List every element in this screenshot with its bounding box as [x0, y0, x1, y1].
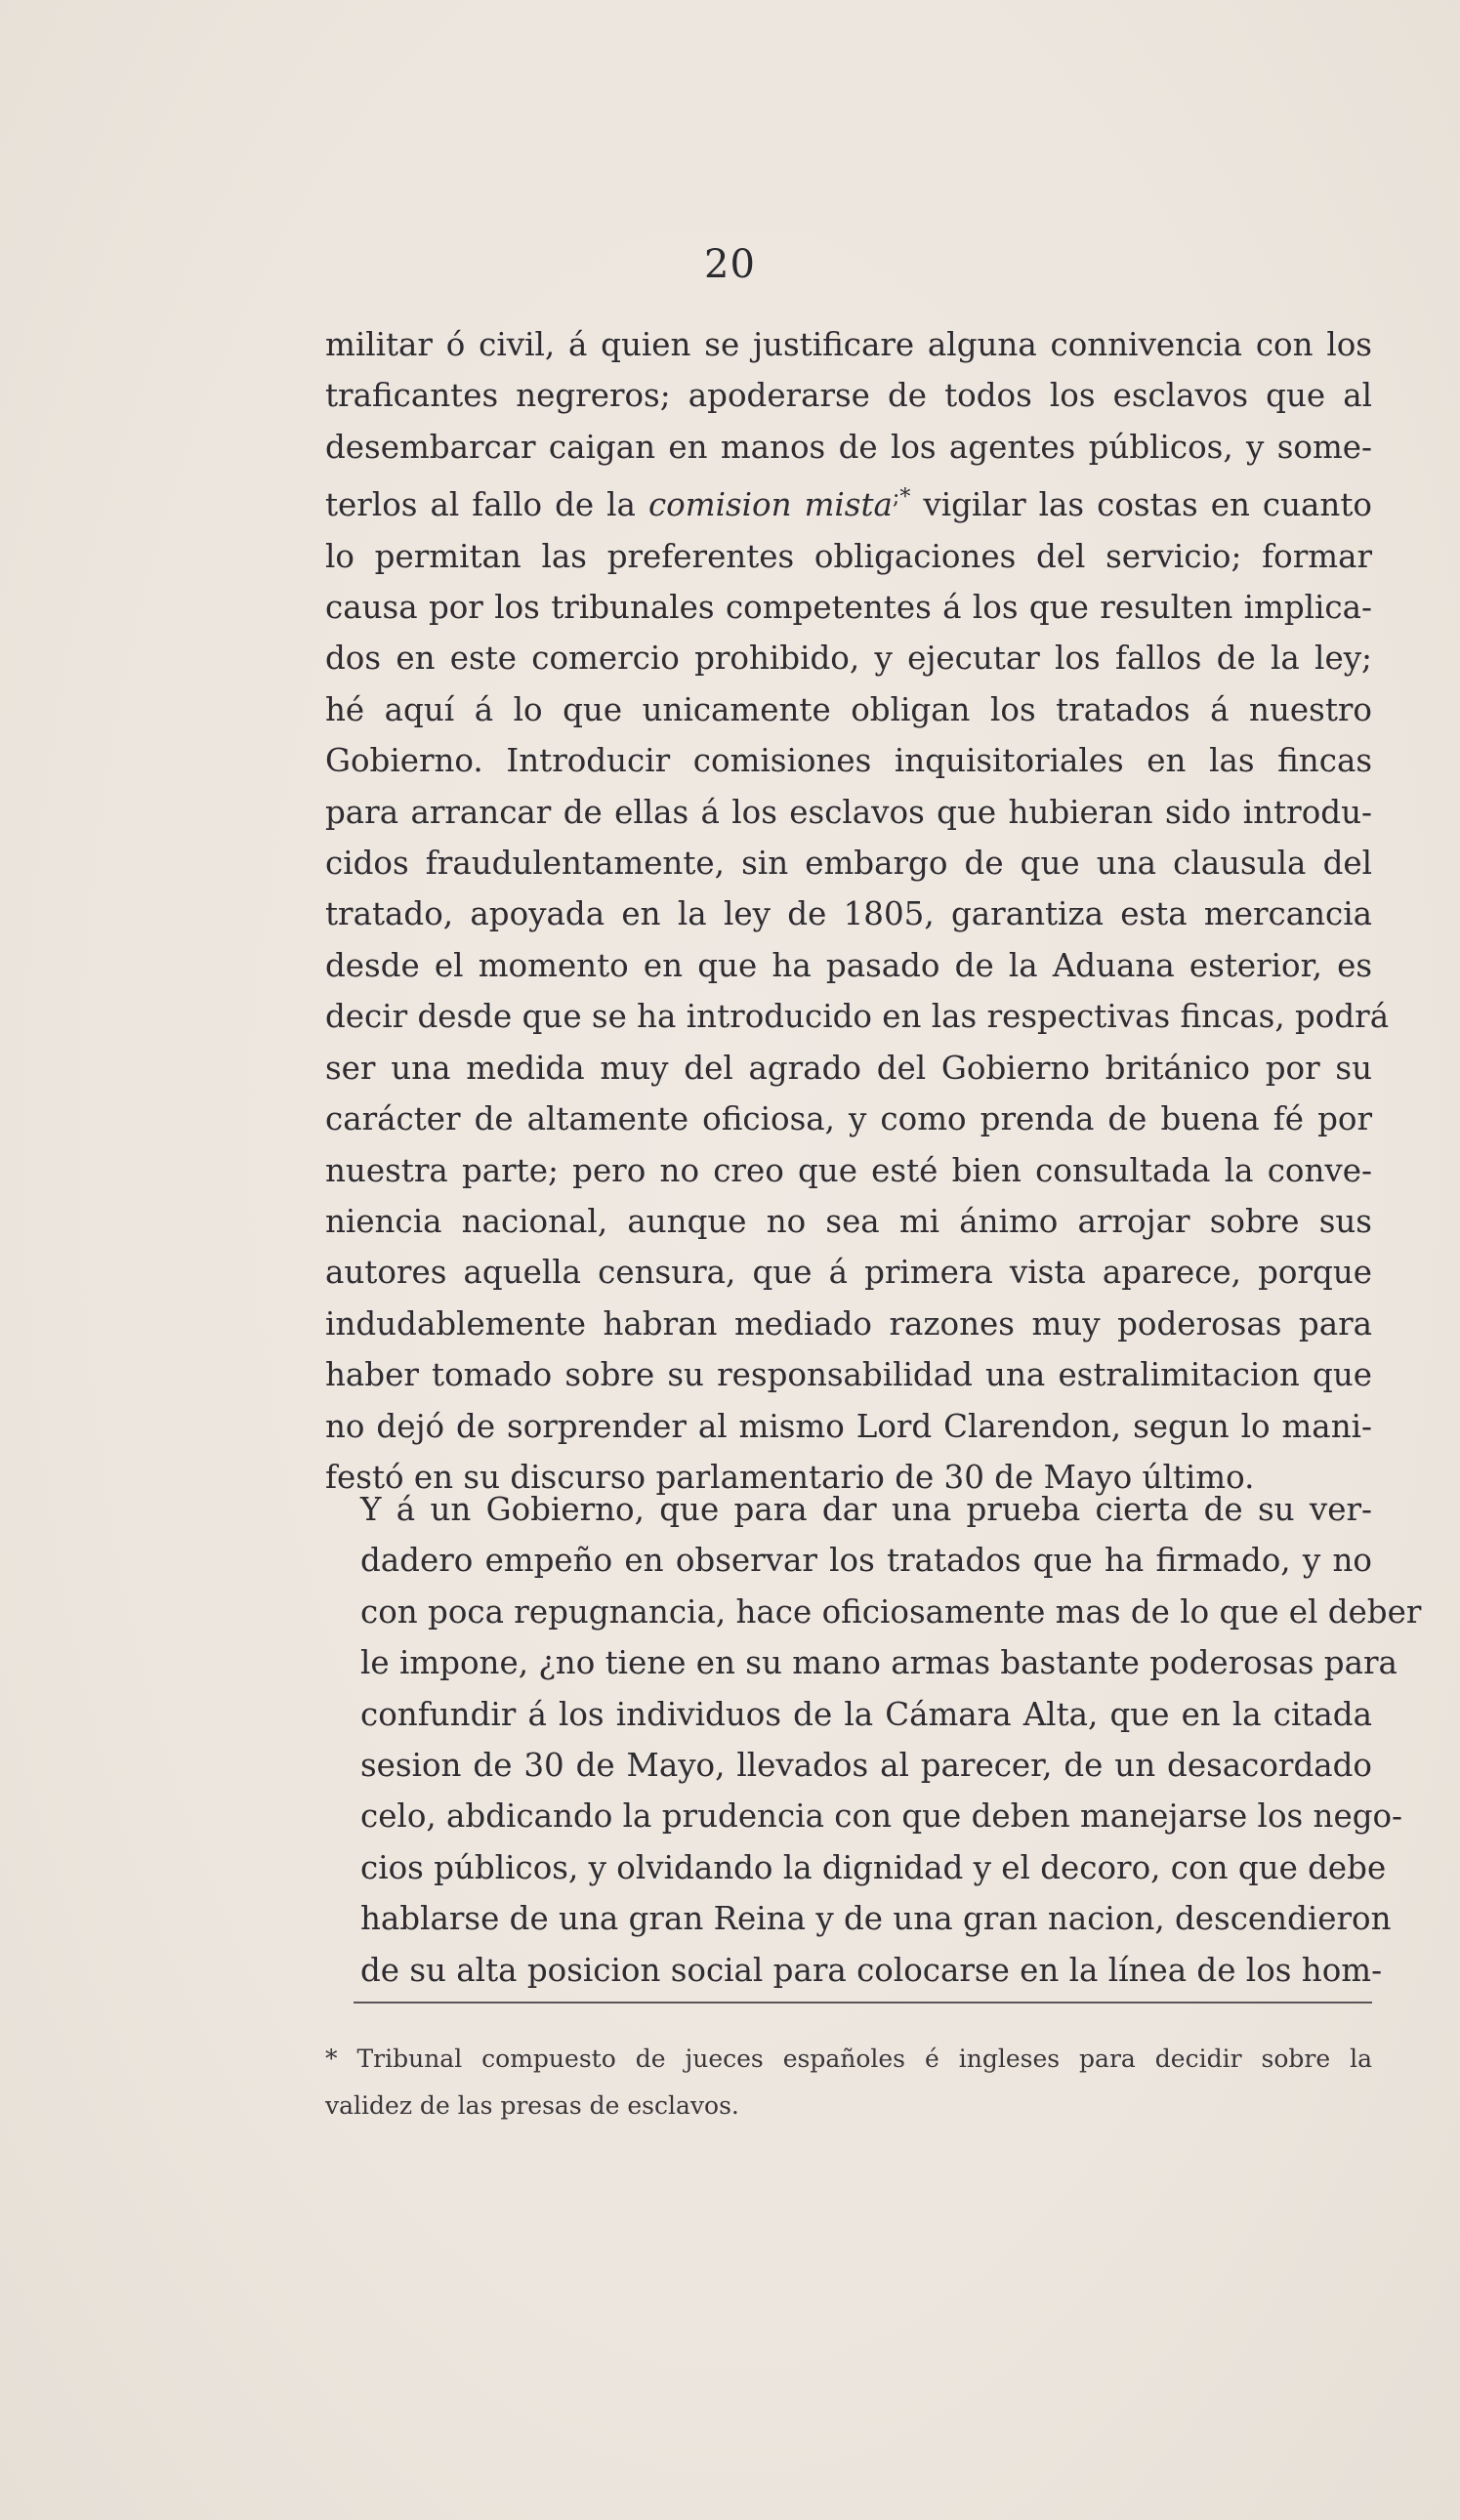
text-line: desde el momento en que ha pasado de la Aduana esterior, es — [325, 946, 1372, 984]
text-line: hé aquí á lo que unicamente obligan los tratados á nuestro — [325, 690, 1372, 728]
text-line: para arrancar de ellas á los esclavos que hubieran sido introdu- — [325, 793, 1372, 831]
footnote-line: * Tribunal compuesto de jueces españoles é ingleses para decidir sobre la — [325, 2045, 1372, 2073]
text-line: tratado, apoyada en la ley de 1805, garantiza esta mercancia — [325, 895, 1372, 933]
text-line: militar ó civil, á quien se justificare alguna connivencia con los — [325, 326, 1372, 363]
text-line: lo permitan las preferentes obligaciones del servicio; formar — [325, 537, 1372, 575]
text-line: carácter de altamente oficiosa, y como prenda de buena fé por — [325, 1100, 1372, 1138]
text-line: cidos fraudulentamente, sin embargo de que una clausula del — [325, 845, 1372, 883]
text-line: dos en este comercio prohibido, y ejecutar los fallos de la ley; — [325, 640, 1372, 678]
footnote-line: validez de las presas de esclavos. — [325, 2091, 739, 2120]
text-line: autores aquella censura, que á primera vista aparece, porque — [325, 1254, 1372, 1292]
footnote-divider — [354, 2002, 1372, 2004]
text-line: desembarcar caigan en manos de los agentes públicos, y some- — [325, 428, 1372, 466]
text-line: celo, abdicando la prudencia con que deben manejarse los nego- — [360, 1797, 1403, 1836]
text-line: ser una medida muy del agrado del Gobierno británico por su — [325, 1049, 1372, 1087]
text-segment: vigilar las costas en cuanto — [910, 486, 1372, 524]
text-segment: terlos al fallo de la — [325, 486, 648, 524]
text-line: sesion de 30 de Mayo, llevados al parecer, de un desacordado — [360, 1747, 1372, 1785]
paragraph-1 — [325, 319, 1390, 1503]
text-line-with-italic — [325, 473, 1372, 530]
text-line: de su alta posicion social para colocarse en la línea de los hom- — [360, 1951, 1383, 1989]
text-line: festó en su discurso parlamentario de 30 de Mayo último. — [325, 1458, 1255, 1496]
text-line: hablarse de una gran Reina y de una gran nacion, descendieron — [360, 1900, 1392, 1938]
text-line: indudablemente habran mediado razones muy poderosas para — [325, 1304, 1372, 1343]
text-line: cios públicos, y olvidando la dignidad y el decoro, con que debe — [360, 1848, 1387, 1886]
text-line: decir desde que se ha introducido en las respectivas fincas, podrá — [325, 998, 1390, 1036]
footnote — [325, 2036, 1372, 2129]
text-line: niencia nacional, aunque no sea mi ánimo arrojar sobre sus — [325, 1202, 1372, 1240]
footnote-mark: ;* — [892, 485, 911, 511]
text-line: dadero empeño en observar los tratados que ha firmado, y no — [360, 1542, 1372, 1580]
text-line: nuestra parte; pero no creo que esté bien consultada la conve- — [325, 1151, 1372, 1189]
text-line: con poca repugnancia, hace oficiosamente mas de lo que el deber — [360, 1592, 1422, 1631]
text-line: Y á un Gobierno, que para dar una prueba cierta de su ver- — [360, 1491, 1372, 1528]
text-line: le impone, ¿no tiene en su mano armas bastante poderosas para — [360, 1644, 1397, 1682]
text-line: haber tomado sobre su responsabilidad una estralimitacion que — [325, 1356, 1372, 1394]
text-line: causa por los tribunales competentes á los que resulten implica- — [325, 589, 1372, 627]
page-number: 20 — [704, 242, 756, 287]
italic-term: comision mista — [647, 486, 893, 524]
paragraph-2 — [325, 1484, 1422, 1996]
text-line: Gobierno. Introducir comisiones inquisitoriales en las fincas — [325, 742, 1372, 780]
text-line: no dejó de sorprender al mismo Lord Clarendon, segun lo mani- — [325, 1407, 1372, 1445]
text-line: confundir á los individuos de la Cámara Alta, que en la citada — [360, 1695, 1372, 1733]
text-line: traficantes negreros; apoderarse de todos los esclavos que al — [325, 377, 1372, 415]
